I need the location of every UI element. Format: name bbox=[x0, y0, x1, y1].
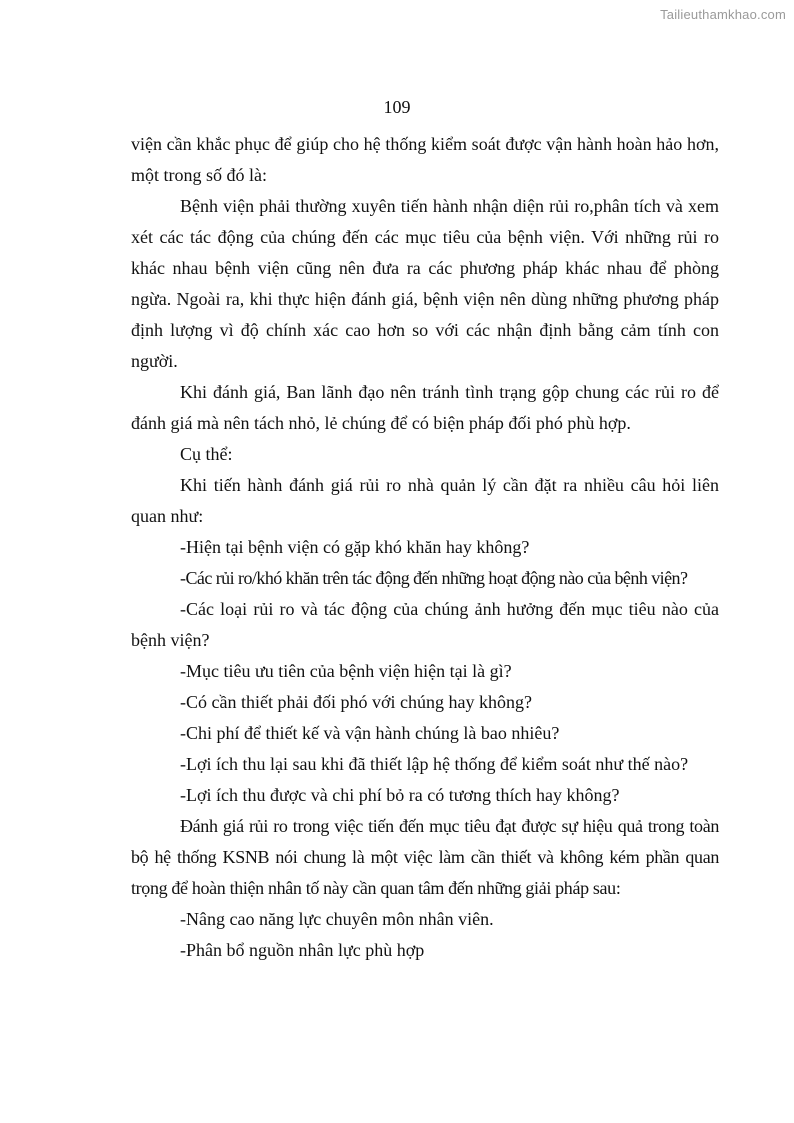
question-item: -Các loại rủi ro và tác động của chúng ảnh hưởng đến mục tiêu nào của bệnh viện? bbox=[131, 599, 719, 650]
paragraph-risk-identification: Bệnh viện phải thường xuyên tiến hành nhận diện rủi ro,phân tích và xem xét các tác động của chúng đến các mục tiêu của bệnh viện. Với những rủi ro khác nhau bệnh viện cũng nên đưa ra các phương pháp khác nhau để phòng ngừa. Ngoài ra, khi thực hiện đánh giá, bệnh viện nên dùng những phương pháp định lượng vì độ chính xác cao hơn so với các nhận định bằng cảm tính con người. bbox=[131, 196, 719, 371]
question-item: -Hiện tại bệnh viện có gặp khó khăn hay không? bbox=[180, 537, 530, 557]
document-body bbox=[131, 129, 719, 966]
solution-item: -Phân bổ nguồn nhân lực phù hợp bbox=[180, 940, 425, 960]
paragraph-conclusion: Đánh giá rủi ro trong việc tiến đến mục tiêu đạt được sự hiệu quả trong toàn bộ hệ thống KSNB nói chung là một việc làm cần thiết và không kém phần quan trọng để hoàn thiện nhân tố này cần quan tâm đến những giải pháp sau: bbox=[131, 816, 719, 898]
paragraph-questions-intro: Khi tiến hành đánh giá rủi ro nhà quản lý cần đặt ra nhiều câu hỏi liên quan như: bbox=[131, 475, 719, 526]
question-item: -Chi phí để thiết kế và vận hành chúng là bao nhiêu? bbox=[180, 723, 560, 743]
question-item: -Lợi ích thu lại sau khi đã thiết lập hệ thống để kiểm soát như thế nào? bbox=[180, 754, 689, 774]
watermark: Tailieuthamkhao.com bbox=[660, 7, 786, 22]
page-number: 109 bbox=[383, 97, 411, 117]
question-item: -Có cần thiết phải đối phó với chúng hay không? bbox=[180, 692, 532, 712]
paragraph-intro: viện cần khắc phục để giúp cho hệ thống kiểm soát được vận hành hoàn hảo hơn, một trong số đó là: bbox=[131, 134, 719, 185]
question-item: -Lợi ích thu được và chi phí bỏ ra có tương thích hay không? bbox=[180, 785, 620, 805]
paragraph-evaluation: Khi đánh giá, Ban lãnh đạo nên tránh tình trạng gộp chung các rủi ro để đánh giá mà nên tách nhỏ, lẻ chúng để có biện pháp đối phó phù hợp. bbox=[131, 382, 719, 433]
solution-item: -Nâng cao năng lực chuyên môn nhân viên. bbox=[180, 909, 494, 929]
paragraph-specifically: Cụ thể: bbox=[180, 444, 233, 464]
question-item: -Các rủi ro/khó khăn trên tác động đến những hoạt động nào của bệnh viện? bbox=[180, 568, 688, 588]
question-item: -Mục tiêu ưu tiên của bệnh viện hiện tại là gì? bbox=[180, 661, 512, 681]
